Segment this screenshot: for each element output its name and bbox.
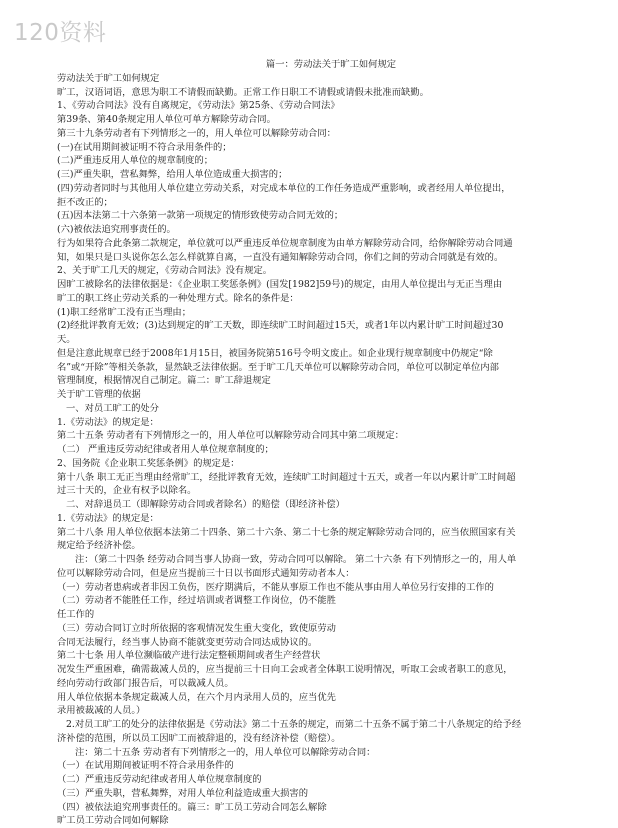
paragraph-line: 第39条、第40条规定用人单位可单方解除劳动合同。 bbox=[57, 114, 276, 125]
paragraph-line: 2、国务院《企业职工奖惩条例》的规定是： bbox=[57, 457, 240, 469]
section-heading: 关于旷工管理的依据 bbox=[57, 389, 141, 400]
paragraph-line: 因旷工被除名的法律依据是：《企业职工奖惩条例》(国发[1982]59号)的规定，由用人单位提出与无正当理由 bbox=[57, 279, 503, 290]
list-item: (二)严重违反用人单位的规章制度的； bbox=[57, 155, 214, 167]
list-item: （一）劳动者患病或者非因工负伤，医疗期满后，不能从事原工作也不能从事由用人单位另行安排的工作的 bbox=[57, 581, 494, 593]
section-heading: 一、对员工旷工的处分 bbox=[66, 402, 159, 414]
part-one-title: 篇一：劳动法关于旷工如何规定 bbox=[265, 59, 397, 70]
paragraph-line: 旷工，汉语词语，意思为职工不请假而缺勤。正常工作日职工不请假或请假未批准而缺勤。 bbox=[57, 86, 429, 98]
list-item: 任工作的 bbox=[57, 609, 95, 620]
list-item: 拒不改正的； bbox=[57, 196, 113, 208]
doc-heading: 劳动法关于旷工如何规定 bbox=[57, 72, 160, 84]
list-item: （一）在试用期间被证明不符合录用条件的 bbox=[57, 760, 234, 772]
list-item: （二） 严重违反劳动纪律或者用人单位规章制度的； bbox=[57, 444, 274, 455]
paragraph-line: 录用被裁减的人员。） bbox=[57, 705, 146, 717]
part-two-title: 管理制度，根据情况自己制定。篇二：旷工辞退规定 bbox=[57, 375, 271, 387]
paragraph-line: 1.《劳动法》的规定是： bbox=[57, 512, 159, 524]
note-line: 注：第二十五条 劳动者有下列情形之一的，用人单位可以解除劳动合同： bbox=[75, 746, 376, 758]
list-item: (一)在试用期间被证明不符合录用条件的； bbox=[57, 141, 232, 153]
paragraph-line: 规定给予经济补偿。 bbox=[57, 540, 141, 552]
list-item: (2)经批评教育无效；(3)达到规定的旷工天数，即连续旷工时间超过15天，或者1年以内累计旷工时间超过30 bbox=[57, 320, 504, 332]
list-item: (三)严重失职，营私舞弊，给用人单位造成重大损害的； bbox=[57, 169, 288, 180]
document-body bbox=[57, 58, 605, 828]
note-line: 注：（第二十四条 经劳动合同当事人协商一致，劳动合同可以解除。 第二十六条 有下列情形之一的，用人单 bbox=[75, 554, 517, 565]
list-item: (五)因本法第二十六条第一款第一项规定的情形致使劳动合同无效的； bbox=[57, 210, 344, 222]
paragraph-line: 2、关于旷工几天的规定，《劳动合同法》没有规定。 bbox=[57, 265, 273, 277]
paragraph-line: 1、《劳动合同法》没有自离规定，《劳动法》第25条、《劳动合同法》 bbox=[57, 100, 340, 112]
list-item: 天。 bbox=[57, 334, 76, 345]
section-heading: 二、对辞退员工（即解除劳动合同或者除名）的赔偿（即经济补偿） bbox=[66, 499, 345, 510]
list-item: (四)劳动者同时与其他用人单位建立劳动关系，对完成本单位的工作任务造成严重影响，或者经用人单位提出， bbox=[57, 182, 511, 194]
paragraph-line: 第十八条 职工无正当理由经常旷工，经批评教育无效，连续旷工时间超过十五天，或者一年以内累计旷工时间超 bbox=[57, 471, 516, 483]
list-item: （三）劳动合同订立时所依据的客观情况发生重大变化，致使原劳动 bbox=[57, 622, 336, 634]
list-item: 合同无法履行，经当事人协商不能就变更劳动合同达成协议的。 bbox=[57, 636, 318, 648]
paragraph-line: 知，如果只是口头说你怎么怎么样就算自离，一直没有通知解除劳动合同，你们之间的劳动合同就是有效的。 bbox=[57, 251, 504, 263]
list-item: （二）严重违反劳动纪律或者用人单位规章制度的 bbox=[57, 774, 262, 785]
paragraph-line: 第二十七条 用人单位濒临破产进行法定整顿期间或者生产经营状 bbox=[57, 650, 321, 662]
paragraph-line: 第二十八条 用人单位依据本法第二十四条、第二十六条、第二十七条的规定解除劳动合同的，应当依照国家有关 bbox=[57, 526, 516, 538]
paragraph-line: 况发生严重困难，确需裁减人员的，应当提前三十日向工会或者全体职工说明情况，听取工会或者职工的意见， bbox=[57, 664, 513, 675]
list-item: (六)被依法追究刑事责任的。 bbox=[57, 224, 176, 235]
list-item: （三）严重失职，营私舞弊，对用人单位利益造成重大损害的 bbox=[57, 787, 309, 799]
list-item: (1)职工经常旷工没有正当理由； bbox=[57, 306, 192, 318]
paragraph-line: 旷工的职工终止劳动关系的一种处理方式。除名的条件是： bbox=[57, 292, 299, 304]
paragraph-line: 用人单位依据本条规定裁减人员，在六个月内录用人员的，应当优先 bbox=[57, 691, 336, 703]
paragraph-line: 过三十天的，企业有权予以除名。 bbox=[57, 485, 197, 497]
list-item: （二）劳动者不能胜任工作，经过培训或者调整工作岗位，仍不能胜 bbox=[57, 595, 336, 607]
paragraph-line: 名”或“开除”等相关条款，显然缺乏法律依据。至于旷工几天单位可以解除劳动合同，单位可以制定单位内部 bbox=[57, 361, 499, 373]
paragraph-line: 第二十五条 劳动者有下列情形之一的，用人单位可以解除劳动合同其中第二项规定： bbox=[57, 430, 404, 442]
watermark-logo: 120资料 bbox=[14, 20, 107, 46]
paragraph-line: 第三十九条劳动者有下列情形之一的，用人单位可以解除劳动合同： bbox=[57, 127, 336, 139]
paragraph-line: 2.对员工旷工的处分的法律依据是《劳动法》第二十五条的规定，而第二十五条不属于第二十八条规定的给予经 bbox=[66, 719, 522, 730]
paragraph-line: 1.《劳动法》的规定是： bbox=[57, 416, 159, 428]
paragraph-line: 位可以解除劳动合同，但是应当提前三十日以书面形式通知劳动者本人： bbox=[57, 567, 355, 579]
paragraph-line: 经向劳动行政部门报告后，可以裁减人员。 bbox=[57, 677, 234, 689]
part-three-title: （四）被依法追究刑事责任的。篇三：旷工员工劳动合同怎么解除 bbox=[57, 801, 327, 813]
paragraph-line: 济补偿的范围，所以员工因旷工而被辞退的，没有经济补偿（赔偿）。 bbox=[57, 732, 341, 744]
paragraph-line: 但是注意此规章已经于2008年1月15日，被国务院第516号令明文废止。如企业现行规章制度中仍规定“除 bbox=[57, 347, 493, 359]
section-heading: 旷工员工劳动合同如何解除 bbox=[57, 815, 169, 827]
paragraph-line: 行为如果符合此条第二款规定，单位就可以严重违反单位规章制度为由单方解除劳动合同，给你解除劳动合同通 bbox=[57, 237, 513, 249]
